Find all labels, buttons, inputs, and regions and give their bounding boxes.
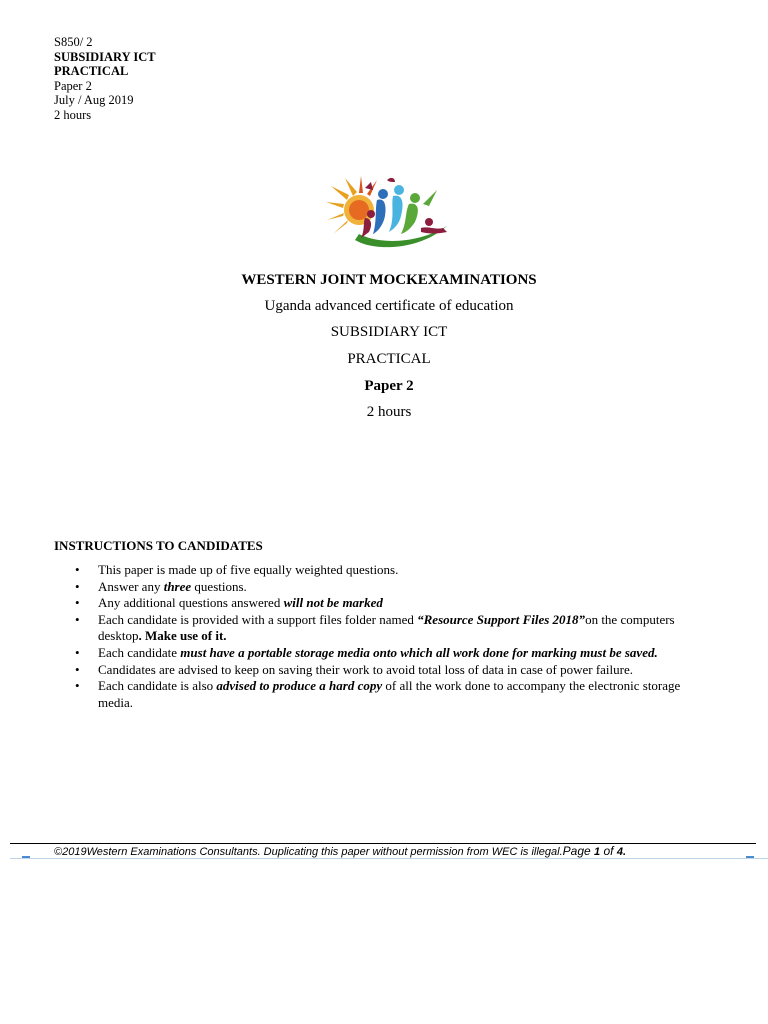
- instruction-item: [54, 595, 714, 612]
- page-number: 1: [594, 846, 601, 858]
- instruction-text: Each candidate is also: [98, 678, 217, 694]
- page-of: of: [600, 844, 617, 858]
- header-type: PRACTICAL: [54, 64, 129, 79]
- type-title: PRACTICAL: [347, 351, 431, 367]
- exam-logo-icon: [325, 176, 455, 254]
- instruction-text: Candidates are advised to keep on saving their work to avoid total loss of data in case of power failure.: [98, 661, 634, 677]
- instruction-text: three: [163, 578, 192, 594]
- subject-title: SUBSIDIARY ICT: [330, 324, 448, 340]
- instruction-item: [54, 579, 714, 596]
- bullet-icon: •: [75, 562, 80, 577]
- header-block: [54, 35, 156, 123]
- bullet-icon: •: [75, 644, 80, 660]
- bullet-icon: •: [75, 678, 80, 694]
- paper-code: S850/ 2: [54, 35, 93, 49]
- instruction-text: of all the work done to accompany the electronic storage media.: [98, 678, 681, 710]
- margin-marker-left: [22, 856, 30, 858]
- instruction-text: Each candidate: [98, 644, 181, 660]
- instruction-text: questions.: [191, 578, 247, 594]
- header-duration: 2 hours: [54, 107, 92, 122]
- page-suffix: .: [622, 846, 626, 858]
- bullet-icon: •: [75, 661, 80, 677]
- bullet-icon: •: [75, 595, 80, 611]
- instruction-text: Each candidate is provided with a support files folder named: [98, 611, 418, 627]
- instruction-text: “Resource Support Files 2018”: [417, 611, 586, 627]
- certificate-title: Uganda advanced certificate of education: [264, 298, 514, 314]
- instruction-text: must have a portable storage media onto which all work done for marking must be saved.: [180, 644, 658, 660]
- copyright-notice: ©2019Western Examinations Consultants. Duplicating this paper without permission from WEC is illegal.: [54, 846, 563, 858]
- instruction-item: [54, 662, 714, 679]
- bullet-icon: •: [75, 578, 80, 594]
- instruction-text: will not be marked: [283, 595, 383, 611]
- instruction-text: advised to produce a hard copy: [216, 678, 383, 694]
- instruction-item: [54, 678, 714, 711]
- paper-title: Paper 2: [364, 378, 414, 394]
- instruction-item: [54, 562, 714, 579]
- duration-title: 2 hours: [366, 404, 412, 420]
- instruction-text: Any additional questions answered: [98, 595, 284, 611]
- exam-title: WESTERN JOINT MOCKEXAMINATIONS: [241, 272, 537, 288]
- header-paper: Paper 2: [54, 78, 92, 93]
- instruction-text: on the computers desktop: [98, 611, 675, 644]
- page-boundary-line: [10, 858, 768, 859]
- instructions-list: [54, 562, 714, 711]
- instruction-item: [54, 645, 714, 662]
- page-prefix: Page: [562, 844, 594, 858]
- footer-text: [54, 844, 626, 858]
- page-total: 4: [616, 846, 623, 858]
- instructions-heading: INSTRUCTIONS TO CANDIDATES: [54, 538, 263, 553]
- instruction-text: This paper is made up of five equally weighted questions.: [98, 562, 399, 577]
- header-subject: SUBSIDIARY ICT: [54, 49, 156, 64]
- instruction-text: Answer any: [98, 578, 164, 594]
- bullet-icon: •: [75, 611, 80, 627]
- instruction-item: [54, 612, 714, 645]
- header-date: July / Aug 2019: [54, 93, 134, 108]
- margin-marker-right: [746, 856, 754, 858]
- instruction-text: . Make use of it.: [138, 628, 227, 644]
